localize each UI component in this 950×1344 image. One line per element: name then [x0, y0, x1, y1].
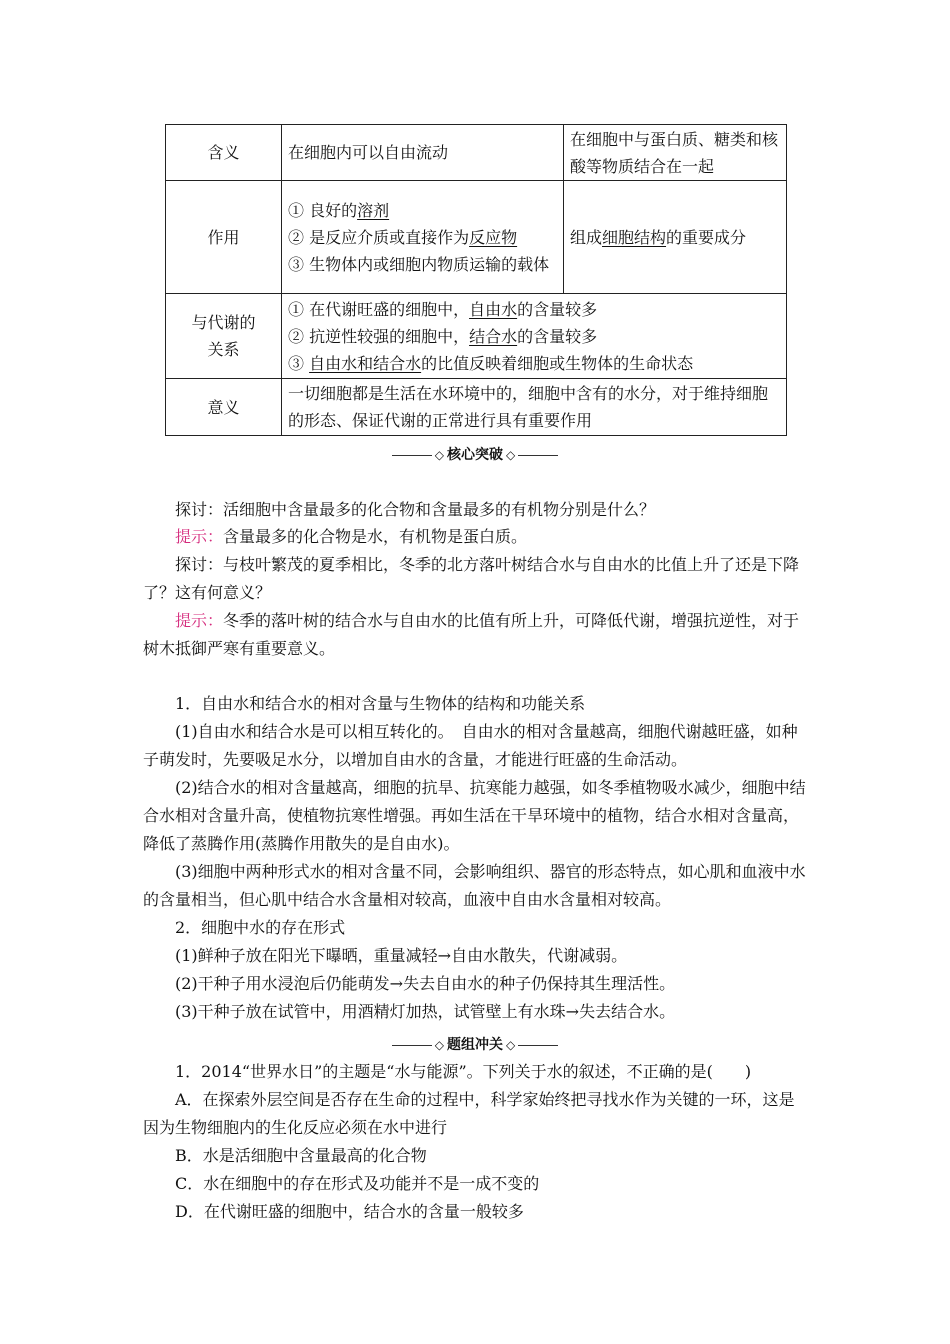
free-water-cell	[282, 181, 564, 294]
divider	[518, 1045, 558, 1046]
option-c: C．水在细胞中的存在形式及功能并不是一成不变的	[175, 1174, 540, 1193]
option-b: B．水是活细胞中含量最高的化合物	[175, 1146, 427, 1165]
point-item: (1)鲜种子放在阳光下曝晒，重量减轻→自由水散失，代谢减弱。	[175, 946, 628, 965]
section-title: 题组冲关	[447, 1037, 503, 1053]
cell-line: ① 在代谢旺盛的细胞中，自由水的含量较多	[288, 299, 598, 319]
option-a: A．在探索外层空间是否存在生命的过程中，科学家始终把寻找水作为关键的一环，这是因为生物细胞内的生化反应必须在水中进行	[143, 1090, 795, 1137]
discussion-hint: 提示：冬季的落叶树的结合水与自由水的比值有所上升，可降低代谢，增强抗逆性，对于树木抵御严寒有重要意义。	[143, 611, 800, 658]
section-banner-group	[0, 1034, 950, 1054]
option-d: D．在代谢旺盛的细胞中，结合水的含量一般较多	[175, 1202, 524, 1221]
table-row	[166, 294, 787, 379]
section-banner-core	[0, 444, 950, 464]
diamond-icon: ◇	[434, 1038, 444, 1052]
table-row	[166, 379, 787, 436]
cell-line: ③ 自由水和结合水的比值反映着细胞或生物体的生命状态	[288, 353, 694, 373]
cell-line: ② 抗逆性较强的细胞中，结合水的含量较多	[288, 326, 598, 346]
row-header: 与代谢的关系	[166, 294, 282, 379]
cell-line: ③ 生物体内或细胞内物质运输的载体	[288, 254, 550, 274]
table-row	[166, 181, 787, 294]
row-header: 含义	[166, 125, 282, 181]
divider	[518, 455, 558, 456]
cell-line: ② 是反应介质或直接作为反应物	[288, 227, 518, 247]
row-header: 意义	[166, 379, 282, 436]
divider	[392, 1045, 432, 1046]
diamond-icon: ◇	[506, 448, 516, 462]
discussion-question: 探讨：活细胞中含量最多的化合物和含量最多的有机物分别是什么？	[175, 500, 656, 519]
diamond-icon: ◇	[506, 1038, 516, 1052]
point-title: 1．自由水和结合水的相对含量与生物体的结构和功能关系	[175, 694, 586, 713]
table-row	[166, 125, 787, 181]
point-item: (1)自由水和结合水是可以相互转化的。 自由水的相对含量越高，细胞代谢越旺盛，如种子萌发时，先要吸足水分，以增加自由水的含量，才能进行旺盛的生命活动。	[143, 722, 798, 769]
discussion-question: 探讨：与枝叶繁茂的夏季相比，冬季的北方落叶树结合水与自由水的比值上升了还是下降了？这有何意义？	[143, 555, 800, 602]
question-stem: 1．2014“世界水日”的主题是“水与能源”。下列关于水的叙述，不正确的是( )	[175, 1062, 752, 1081]
water-forms-table	[165, 124, 787, 436]
bound-water-cell: 组成细胞结构的重要成分	[564, 181, 787, 294]
bound-water-cell: 在细胞中与蛋白质、糖类和核酸等物质结合在一起	[564, 125, 787, 181]
merged-cell: 一切细胞都是生活在水环境中的，细胞中含有的水分，对于维持细胞的形态、保证代谢的正常进行具有重要作用	[282, 379, 787, 436]
discussion-hint: 提示：含量最多的化合物是水，有机物是蛋白质。	[175, 527, 528, 546]
section-title: 核心突破	[447, 447, 503, 463]
point-item: (3)细胞中两种形式水的相对含量不同，会影响组织、器官的形态特点，如心肌和血液中水的含量相当，但心肌中结合水含量相对较高，血液中自由水含量相对较高。	[143, 862, 806, 909]
merged-cell	[282, 294, 787, 379]
point-item: (3)干种子放在试管中，用酒精灯加热，试管壁上有水珠→失去结合水。	[175, 1002, 676, 1021]
point-title: 2．细胞中水的存在形式	[175, 918, 346, 937]
point-item: (2)干种子用水浸泡后仍能萌发→失去自由水的种子仍保持其生理活性。	[175, 974, 676, 993]
free-water-cell: 在细胞内可以自由流动	[282, 125, 564, 181]
row-header: 作用	[166, 181, 282, 294]
cell-line: ① 良好的溶剂	[288, 200, 390, 220]
divider	[392, 455, 432, 456]
diamond-icon: ◇	[434, 448, 444, 462]
point-item: (2)结合水的相对含量越高，细胞的抗旱、抗寒能力越强，如冬季植物吸水减少，细胞中结合水相对含量升高，使植物抗寒性增强。再如生活在干旱环境中的植物，结合水相对含量高，降低了蒸腾作用(蒸腾作用散失的是自由水)。	[143, 778, 806, 853]
